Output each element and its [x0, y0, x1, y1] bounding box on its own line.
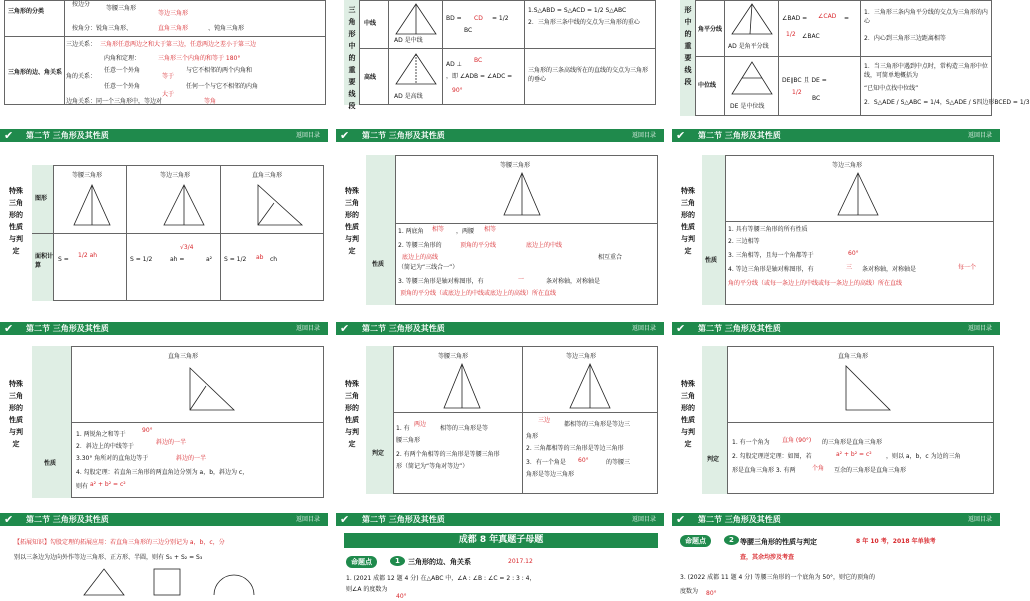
right-figure: [840, 364, 894, 414]
bisector-triangle-figure: [730, 2, 774, 36]
slide-6[interactable]: [672, 129, 1000, 311]
p3-red: 60°: [848, 250, 859, 257]
col-isosceles: 等腰三角形: [500, 162, 531, 169]
check-icon: ✔: [676, 322, 686, 335]
p3-red: 斜边的一半: [176, 455, 207, 462]
by-angle: 按角分：锐角三角形、: [72, 25, 133, 32]
p4b: 则有: [76, 483, 89, 490]
ext1: 任意一个外角: [104, 67, 141, 74]
k1: 都相等的三角形是等边三: [564, 421, 631, 428]
p4-red2: 每一个: [958, 264, 977, 271]
inner-sum-val: 三角形三个内角的和等于 180°: [158, 55, 241, 62]
question-3: 3. (2022 成都 11 题 4 分) 等腰三角形的一个底角为 50°，则它的顶角的: [680, 574, 876, 581]
p1: 1. 两锐角之和等于: [76, 431, 126, 438]
k2: 2. 三角都相等的三角形是等边三角形: [526, 445, 624, 452]
isosceles-figure: [440, 362, 484, 410]
area-equilateral-tail: ah =: [170, 256, 185, 263]
median-eq2: = 1/2: [492, 15, 509, 22]
check-icon: ✔: [676, 129, 686, 142]
altitude-triangle-figure: [394, 52, 438, 86]
slide-8[interactable]: [336, 322, 664, 504]
answer-3: 80°: [706, 590, 717, 597]
j2-tail2: 互余的三角形是直角三角形: [834, 467, 907, 474]
midline-triangle-figure: [730, 60, 774, 98]
equilateral: 等边三角形: [158, 10, 189, 17]
isosceles-figure: [70, 183, 114, 227]
k3: 3．有一个角是: [526, 459, 566, 466]
judge-label: 判定: [372, 450, 385, 457]
p4: 4. 勾股定理：若直角三角形的两直角边分别为 a，b，斜边为 c，: [76, 469, 249, 476]
slide-header: [0, 129, 328, 142]
alt-note: AD 是高线: [394, 93, 423, 100]
check-icon: ✔: [676, 513, 686, 526]
col-isosceles: 等腰三角形: [72, 172, 103, 179]
median-eq: BD =: [446, 15, 462, 22]
alt-red2: 90°: [452, 87, 463, 94]
topic-2-title: 等腰三角形的性质与判定: [740, 538, 817, 546]
topic-num-1: 1: [390, 556, 405, 566]
j1: 1. 有: [396, 425, 410, 432]
median-note: AD 是中线: [394, 37, 423, 44]
bisector-r1: 1．三角形三条内角平分线的交点为三角形的内心: [864, 9, 988, 25]
bisector-note: AD 是角平分线: [728, 43, 769, 50]
j2-red: a² + b² = c²: [836, 451, 872, 458]
topic-badge-2: 命题点: [680, 535, 711, 547]
median-r1: 1.S△ABD = S△ACD = 1/2 S△ABC: [528, 7, 627, 14]
answer-1: 40°: [396, 593, 407, 600]
p4-red: 三: [846, 264, 853, 271]
property-label: 性质: [372, 261, 385, 268]
back-to-toc-link[interactable]: 返回目录: [295, 132, 320, 139]
j2-b: 形（简记为“等角对等边”）: [396, 463, 469, 470]
back-to-toc-link[interactable]: 返回目录: [295, 516, 320, 523]
section-title: 第二节 三角形及其性质: [698, 324, 781, 333]
check-icon: ✔: [4, 129, 14, 142]
j2-red2: 个角: [812, 465, 825, 472]
p3: 3. 等腰三角形是轴对称图形，有: [398, 278, 484, 285]
row1-label: 三角形的分类: [8, 8, 45, 15]
pythagoras-figures: [74, 565, 264, 599]
side-label: 特殊三角形的性质与判定: [681, 380, 695, 448]
median-red: CD: [474, 15, 483, 22]
col-isosceles: 等腰三角形: [438, 353, 469, 360]
midline-eq2: BC: [812, 95, 821, 102]
j1-red: 直角 (90°): [782, 437, 812, 444]
topic-num-2: 2: [724, 535, 739, 545]
p2: 2. 三边相等: [728, 238, 760, 245]
p1-mid: ，两腰: [456, 228, 475, 235]
bisector-r2: 2．内心到三角形三边距离相等: [864, 35, 946, 42]
bisector-red: ∠CAD: [818, 13, 837, 20]
back-to-toc-link[interactable]: 返回目录: [967, 132, 992, 139]
p1-red: 90°: [142, 427, 153, 434]
slide-9[interactable]: [672, 322, 1000, 504]
j1-tail: 的三角形是直角三角形: [822, 439, 883, 446]
section-title: 第二节 三角形及其性质: [698, 515, 781, 524]
topic-1-year: 2017.12: [508, 558, 533, 565]
check-icon: ✔: [4, 322, 14, 335]
midline-eq: DE∥BC 且 DE =: [782, 77, 827, 84]
slide-header: [672, 129, 1000, 142]
back-to-toc-link[interactable]: 返回目录: [631, 132, 656, 139]
midline-label: 中位线: [698, 82, 717, 89]
alt-eq2: ，即 ∠ADB = ∠ADC =: [446, 73, 513, 80]
slide-header: [672, 513, 1000, 526]
midline-red: 1/2: [792, 89, 802, 96]
p3-red: 一: [518, 276, 525, 283]
col-equilateral: 等边三角形: [832, 162, 863, 169]
k3-b: 角形是等边三角形: [526, 471, 575, 478]
midline-r2: “已知中点找中位线”: [864, 85, 919, 92]
area-label: 面积计算: [35, 253, 54, 269]
midline-r3: 2．S△ADE / S△ABC = 1/4，S△ADE / S四边形BCED = 1/3: [864, 99, 1030, 106]
extension-note: 【拓展知识】勾股定理的拓展应用：若直角三角形的三边分别记为 a，b，c，分: [14, 539, 225, 546]
slide-3[interactable]: [672, 0, 1030, 118]
k1-red: 三边: [538, 417, 551, 424]
obtuse: 、钝角三角形: [208, 25, 245, 32]
slide-header: [0, 513, 328, 526]
slide-header: [672, 322, 1000, 335]
ext2-tail: 任何一个与它不相邻的内角: [186, 83, 259, 90]
j1: 1. 有一个角为: [732, 439, 770, 446]
j2-b: 形是直角三角形 3. 有两: [732, 467, 796, 474]
edge-angle: 边角关系：同一个三角形中，等边对: [66, 98, 163, 105]
bisector-red2: 1/2: [786, 31, 796, 38]
back-to-toc-link[interactable]: 返回目录: [631, 516, 656, 523]
slide-12[interactable]: [672, 513, 1000, 600]
slide-5[interactable]: [336, 129, 664, 311]
p2-red2: 底边上的中线: [526, 242, 563, 249]
alt-eq: AD ⊥: [446, 61, 462, 68]
side-label: 形中的重要线段: [684, 6, 692, 86]
equilateral-figure: [568, 362, 612, 410]
area-right: S = 1/2: [224, 256, 247, 263]
p4: 4. 等边三角形是轴对称图形，有: [728, 266, 814, 273]
question-1b: 则∠A 的度数为: [346, 586, 388, 593]
slide-header: [0, 322, 328, 335]
j2: 2. 勾股定理逆定理：如图，若: [732, 453, 812, 460]
property-label: 性质: [705, 257, 718, 264]
extension-note-2: 别以三条边为边向外作等边三角形、正方形、半圆，则有 S₁ + S₂ = S₃: [14, 554, 203, 561]
slide-4[interactable]: [0, 129, 328, 311]
alt-label: 高线: [364, 74, 377, 81]
side-label: 三角形中的重要线段: [348, 6, 356, 110]
question-3b: 度数为: [680, 588, 699, 595]
slide-10[interactable]: [0, 513, 328, 600]
p4-red: a² + b² = c²: [90, 481, 126, 488]
topic-1-title: 三角形的边、角关系: [408, 558, 471, 566]
ext1-red: 等于: [162, 73, 175, 80]
right-triangle: 直角三角形: [158, 25, 189, 32]
back-to-toc-link[interactable]: 返回目录: [967, 325, 992, 332]
side-rel: 三角形任意两边之和大于第三边，任意两边之差小于第三边: [100, 41, 257, 48]
ext1-tail: 与它不相邻的两个内角和: [186, 67, 253, 74]
area-isosceles-red: 1/2 ah: [78, 252, 98, 259]
equilateral-figure: [836, 171, 880, 217]
slide-header: [336, 322, 664, 335]
midline-r1: 1．当三角形中遇到中点时，常构造三角形中位线，可简单地概括为: [864, 63, 988, 79]
bisector-eq: ∠BAD =: [782, 15, 808, 22]
topic-2-stats-2: 查，其余均涉及考查: [740, 554, 795, 561]
inner-sum: 内角和定理：: [104, 55, 141, 62]
p2-tail: 相互重合: [598, 254, 623, 261]
p1: 1. 两底角: [398, 228, 424, 235]
p4-red3: 角的平分线（或每一条边上的中线或每一条边上的高线）所在直线: [728, 280, 903, 287]
median-label: 中线: [364, 20, 377, 27]
median-triangle-figure: [394, 2, 438, 36]
j1-tail: 相等的三角形是等: [440, 425, 489, 432]
j1-b: 腰三角形: [396, 437, 421, 444]
p2-note: （简记为“三线合一”）: [398, 264, 459, 271]
median-r2: 2．三角形三条中线的交点为三角形的重心: [528, 19, 640, 26]
section-title: 第二节 三角形及其性质: [362, 515, 445, 524]
isosceles-figure: [500, 171, 544, 217]
real-exam-banner: 成都 8 年真题子母题: [344, 533, 658, 548]
p2: 2．斜边上的中线等于: [76, 443, 134, 450]
area-equilateral-red: √3/4: [180, 244, 194, 251]
section-title: 第二节 三角形及其性质: [26, 515, 109, 524]
section-title: 第二节 三角形及其性质: [362, 131, 445, 140]
k1-b: 角形: [526, 433, 539, 440]
area-right-red: ab: [256, 254, 264, 261]
area-equilateral: S = 1/2: [130, 256, 153, 263]
col-right: 直角三角形: [838, 353, 869, 360]
side-label: 特殊三角形的性质与判定: [345, 380, 359, 448]
k3-red: 60°: [578, 457, 589, 464]
by-side: 按边分: [72, 1, 91, 8]
figure-label: 图形: [35, 195, 48, 202]
side-label: 特殊三角形的性质与判定: [9, 187, 23, 255]
area-isosceles: S =: [58, 256, 69, 263]
check-icon: ✔: [340, 513, 350, 526]
judge-label: 判定: [707, 456, 720, 463]
p3-mid: 条对称轴，对称轴是: [546, 278, 601, 285]
side-label: 特殊三角形的性质与判定: [345, 187, 359, 255]
ext2: 任意一个外角: [104, 83, 141, 90]
right-figure: [252, 183, 306, 227]
edge-angle-red: 等角: [204, 98, 217, 105]
right-figure: [184, 366, 238, 414]
slide-7[interactable]: [0, 322, 328, 504]
section-title: 第二节 三角形及其性质: [698, 131, 781, 140]
p2-red3: 底边上的高线: [402, 254, 439, 261]
property-label: 性质: [44, 460, 57, 467]
p2-red: 顶角的平分线: [460, 242, 497, 249]
section-title: 第二节 三角形及其性质: [362, 324, 445, 333]
p2: 2. 等腰三角形的: [398, 242, 442, 249]
bisector-eq2: =: [844, 15, 850, 22]
back-to-toc-link[interactable]: 返回目录: [967, 516, 992, 523]
midline-note: DE 是中位线: [730, 103, 765, 110]
p4-mid: 条对称轴，对称轴是: [862, 266, 917, 273]
row2-label: 三角形的边、角关系: [8, 69, 63, 76]
back-to-toc-link[interactable]: 返回目录: [295, 325, 320, 332]
bisector-eq3: ∠BAC: [802, 33, 820, 40]
j2: 2. 有两个角相等的三角形是等腰三角形: [396, 451, 500, 458]
area-equilateral-tail2: a²: [206, 256, 213, 263]
side-rel-label: 三边关系：: [66, 41, 97, 48]
col-equilateral: 等边三角形: [160, 172, 191, 179]
col-equilateral: 等边三角形: [566, 353, 597, 360]
p1-red2: 相等: [484, 226, 497, 233]
check-icon: ✔: [4, 513, 14, 526]
slide-1[interactable]: [0, 0, 328, 107]
equilateral-figure: [162, 183, 206, 227]
j2-tail: ，则以 a，b，c 为边的三角: [886, 453, 961, 460]
section-title: 第二节 三角形及其性质: [26, 324, 109, 333]
slide-2[interactable]: [336, 0, 664, 110]
question-1: 1. (2021 成都 12 题 4 分) 在△ABC 中，∠A : ∠B : ∠C = 2 : 3 : 4，: [346, 575, 536, 582]
alt-red: BC: [474, 57, 483, 64]
area-right-tail: ch: [270, 256, 278, 263]
median-bc: BC: [464, 27, 473, 34]
k3-tail: 的等腰三: [606, 459, 631, 466]
p2-red: 斜边的一半: [156, 439, 187, 446]
check-icon: ✔: [340, 129, 350, 142]
alt-r: 三角形的三条高线所在的直线的交点为三角形的垂心: [528, 67, 649, 83]
ext2-red: 大于: [162, 91, 175, 98]
p3-red2: 顶角的平分线（或底边上的中线或底边上的高线）所在直线: [400, 290, 557, 297]
j1-red: 两边: [414, 421, 427, 428]
p1: 1. 具有等腰三角形的所有性质: [728, 226, 808, 233]
isosceles: 等腰三角形: [106, 5, 137, 12]
side-label: 特殊三角形的性质与判定: [681, 187, 695, 255]
topic-2-stats: 8 年 10 考，2018 年单独考: [856, 538, 936, 545]
topic-badge-1: 命题点: [346, 556, 377, 568]
section-title: 第二节 三角形及其性质: [26, 131, 109, 140]
p3: 3. 三角相等，且每一个角都等于: [728, 252, 814, 259]
slide-header: [336, 513, 664, 526]
col-right: 直角三角形: [168, 353, 199, 360]
back-to-toc-link[interactable]: 返回目录: [631, 325, 656, 332]
bisector-label: 角平分线: [698, 26, 723, 33]
check-icon: ✔: [340, 322, 350, 335]
p3: 3.30° 角所对的直角边等于: [76, 455, 149, 462]
slide-header: [336, 129, 664, 142]
col-right: 直角三角形: [252, 172, 283, 179]
side-label: 特殊三角形的性质与判定: [9, 380, 23, 448]
angle-rel-label: 角的关系：: [66, 73, 97, 80]
p1-red: 相等: [432, 226, 445, 233]
